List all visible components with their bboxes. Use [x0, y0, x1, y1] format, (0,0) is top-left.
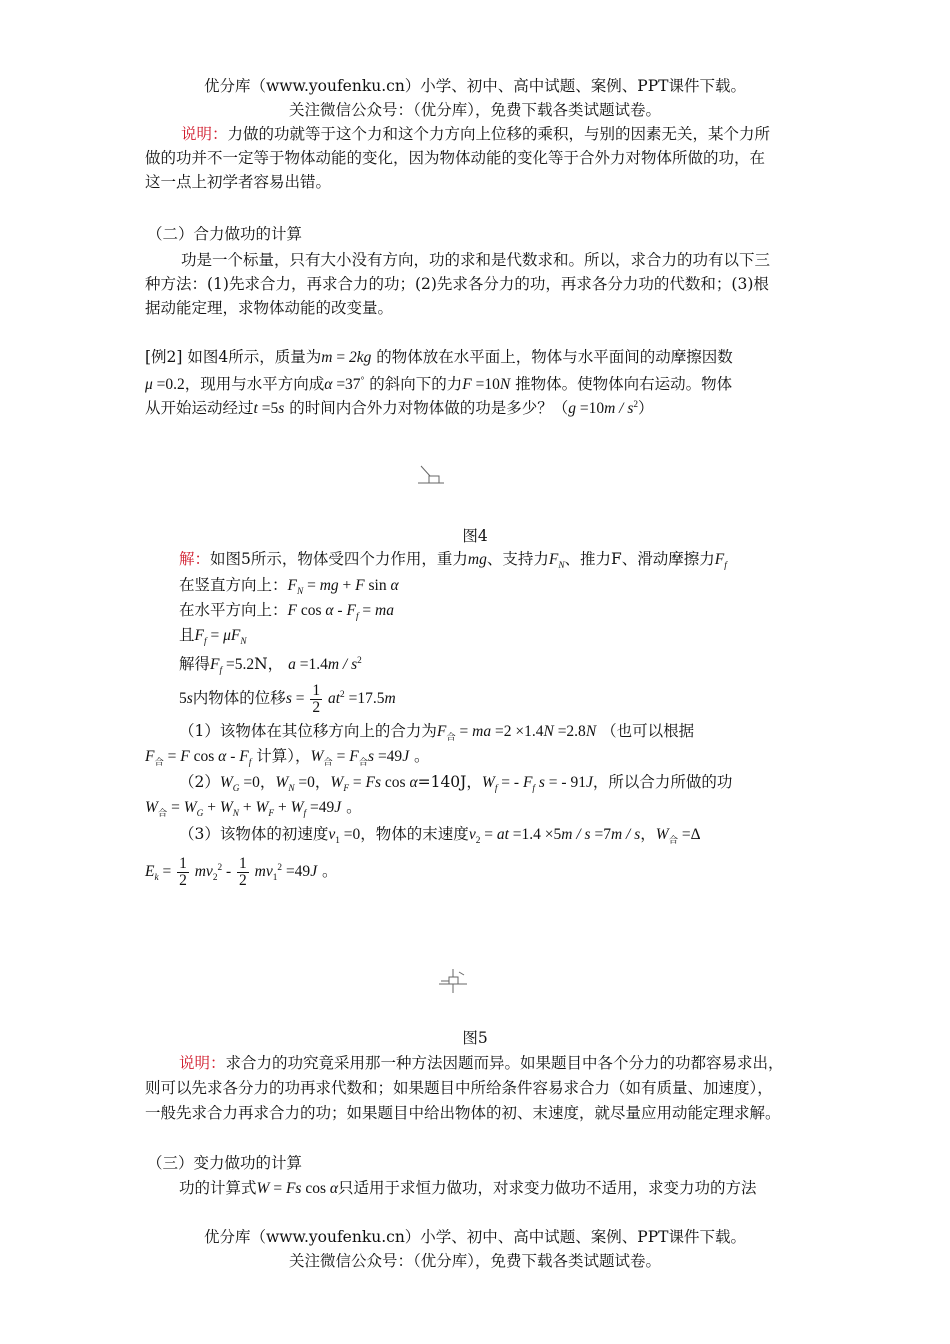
formula: $F_合$ = ma =2 ×1.4N =2.8N — [436, 723, 597, 744]
formula: $g =10m / s^2$ — [568, 400, 639, 418]
figure-5-caption: 图5 — [462, 1029, 488, 1047]
paragraph-line: 种方法：(1)先求合力，再求合力的功；(2)先求各分力的功，再求各分力功的代数和；(3)根 — [145, 275, 769, 293]
solution-text: ，物体的末速度 — [360, 825, 469, 843]
formula: t =5s — [253, 400, 285, 418]
note-line-3: 一般先求合力再求合力的功；如果题目中给出物体的初、末速度，就尽量应用动能定理求解。 — [145, 1104, 781, 1122]
paragraph-line: 据动能定理，求物体动能的改变量。 — [145, 299, 394, 317]
solution-line — [145, 746, 430, 773]
note-line-3: 这一点上初学者容易出错。 — [145, 173, 332, 191]
solution-line — [179, 677, 396, 717]
solution-text: 如图5所示，物体受四个力作用，重力 — [210, 550, 468, 568]
paragraph-text: 只适用于求恒力做功，对求变力做功不适用，求变力功的方法 — [338, 1179, 757, 1197]
example-line-1 — [145, 347, 733, 368]
formula: $F_N$ = mg + F sin α — [287, 577, 399, 598]
example-text: 的物体放在水平面上，物体与水平面间的动摩擦因数 — [376, 348, 733, 366]
formula: $v_2$ = at =1.4 ×5m / s =7m / s — [468, 826, 641, 847]
solution-line — [179, 575, 399, 602]
solution-text: （1）该物体在其位移方向上的合力为 — [179, 722, 437, 740]
formula: s = $\frac{1}{2}$ $at^2 =17.5m$ — [285, 682, 396, 717]
formula: $W_合 =\Delta$ — [655, 826, 701, 847]
header-line-2: 关注微信公众号：（优分库），免费下载各类试题试卷。 — [288, 101, 661, 119]
formula: $W_F = Fs$ cos α — [330, 774, 418, 795]
formula: $W_合 = F_合s =49J$ — [310, 748, 410, 769]
note-label: 说明： — [179, 1054, 226, 1072]
solution-line — [179, 600, 394, 627]
solution-line — [145, 850, 338, 896]
solution-text: （3）该物体的初速度 — [179, 825, 329, 843]
solution-line: $(2)W_G =0$，$W_N =0$，$W_F = Fs$ cos α=140J，$W_f$ = - $F_f$ s = - 91J，所以合力所做的功 — [179, 773, 733, 795]
formula: F cos α - $F_f$ = ma — [287, 602, 394, 623]
figure-5-image — [437, 966, 469, 996]
section-heading: （二）合力做功的计算 — [147, 225, 303, 243]
paragraph-line: 功是一个标量，只有大小没有方向，功的求和是代数求和。所以，求合力的功有以下三 — [181, 251, 771, 269]
note-line-2: 做的功并不一定等于物体动能的变化，因为物体动能的变化等于合外力对物体所做的功，在 — [145, 149, 766, 167]
formula: $W_N =0$ — [275, 774, 315, 795]
solution-text: 计算）， — [256, 747, 311, 765]
solution-text: ，所以合力所做的功 — [592, 773, 733, 791]
formula: α =37° — [324, 376, 365, 394]
note-text: 力做的功就等于这个力和这个力方向上位移的乘积，与别的因素无关，某个力所 — [227, 125, 771, 143]
formula: m = 2kg — [321, 349, 372, 366]
example-text: 的时间内合外力对物体做的功是多少？（ — [289, 399, 569, 418]
example-text: 推物体。使物体向右运动。物体 — [515, 375, 733, 394]
solution-line — [145, 797, 362, 824]
formula: $F_合 = F$ cos α - $F_f$ — [145, 748, 252, 769]
solution-text: =140J， — [417, 773, 482, 791]
solution-text: （2） — [179, 773, 220, 791]
formula: $W_G =0$ — [219, 774, 260, 795]
solution-text: 在水平方向上： — [179, 601, 288, 619]
solution-text: 。 — [414, 747, 430, 765]
example-line-2 — [145, 371, 732, 395]
solution-text: N， — [254, 655, 284, 674]
note-label: 说明： — [181, 125, 228, 143]
formula: $E_k$ = $\frac{1}{2}$ $mv_2^2$ - $\frac{1}{2}$ $mv_1^2 =49J$ — [145, 855, 318, 890]
example-text: [例2] 如图4所示，质量为 — [145, 348, 322, 366]
paragraph-line — [179, 1178, 757, 1199]
note-paragraph-1 — [181, 124, 770, 144]
note-paragraph-2 — [179, 1053, 784, 1073]
header-line-1: 优分库（www.youfenku.cn）小学、初中、高中试题、案例、PPT课件下载。 — [203, 77, 747, 95]
example-text: 从开始运动经过 — [145, 399, 254, 418]
formula: $F_f$ — [714, 551, 727, 572]
figure-4-caption: 图4 — [462, 527, 488, 545]
solution-text: （也可以根据 — [601, 722, 695, 740]
footer-line-1: 优分库（www.youfenku.cn）小学、初中、高中试题、案例、PPT课件下载。 — [203, 1228, 747, 1246]
example-text: 的斜向下的力 — [369, 375, 463, 394]
formula: $a =1.4m / s^2$ — [288, 656, 362, 674]
formula: mg — [467, 551, 487, 568]
solution-line — [179, 721, 694, 748]
solution-text: 、推力F、滑动摩擦力 — [564, 550, 715, 568]
figure-4-image — [416, 462, 446, 486]
formula: $v_1 =0$ — [328, 826, 361, 847]
formula: $W_合 = W_G + W_N + W_F + W_f =49J$ — [145, 799, 342, 820]
section-heading: （三）变力做功的计算 — [147, 1154, 303, 1172]
solution-text: 解得 — [179, 655, 211, 674]
solution-text: 。 — [322, 862, 338, 881]
solution-line — [179, 625, 247, 652]
example-text: ） — [638, 399, 654, 418]
formula: $F_f =5.2$ — [210, 656, 255, 677]
formula: W = Fs cos α — [256, 1180, 338, 1197]
solution-text: ， — [640, 825, 656, 843]
example-line-3 — [145, 395, 654, 419]
solution-line — [179, 549, 727, 576]
solution-text: 、支持力 — [486, 550, 549, 568]
formula: 5s — [179, 690, 193, 708]
formula: $F_N$ — [548, 551, 565, 572]
formula: $F_f = \mu F_N$ — [194, 627, 247, 648]
paragraph-text: 功的计算式 — [179, 1179, 257, 1197]
solution-text: 内物体的位移 — [192, 689, 286, 708]
solution-text: 在竖直方向上： — [179, 576, 288, 594]
solution-line — [179, 824, 701, 851]
example-text: ，现用与水平方向成 — [184, 375, 325, 394]
formula: $W_f$ = - $F_f$ s = - 91J — [481, 774, 593, 795]
solution-label: 解： — [179, 550, 211, 568]
solution-text: 且 — [179, 626, 195, 644]
formula: μ =0.2 — [145, 376, 185, 394]
note-text: 求合力的功究竟采用那一种方法因题而异。如果题目中各个分力的功都容易求出， — [225, 1054, 784, 1072]
solution-text: 。 — [346, 798, 362, 816]
formula: F =10N — [462, 376, 511, 394]
note-line-2: 则可以先求各分力的功再求代数和；如果题目中所给条件容易求合力（如有质量、加速度）， — [145, 1079, 773, 1097]
footer-line-2: 关注微信公众号：（优分库），免费下载各类试题试卷。 — [288, 1252, 661, 1270]
